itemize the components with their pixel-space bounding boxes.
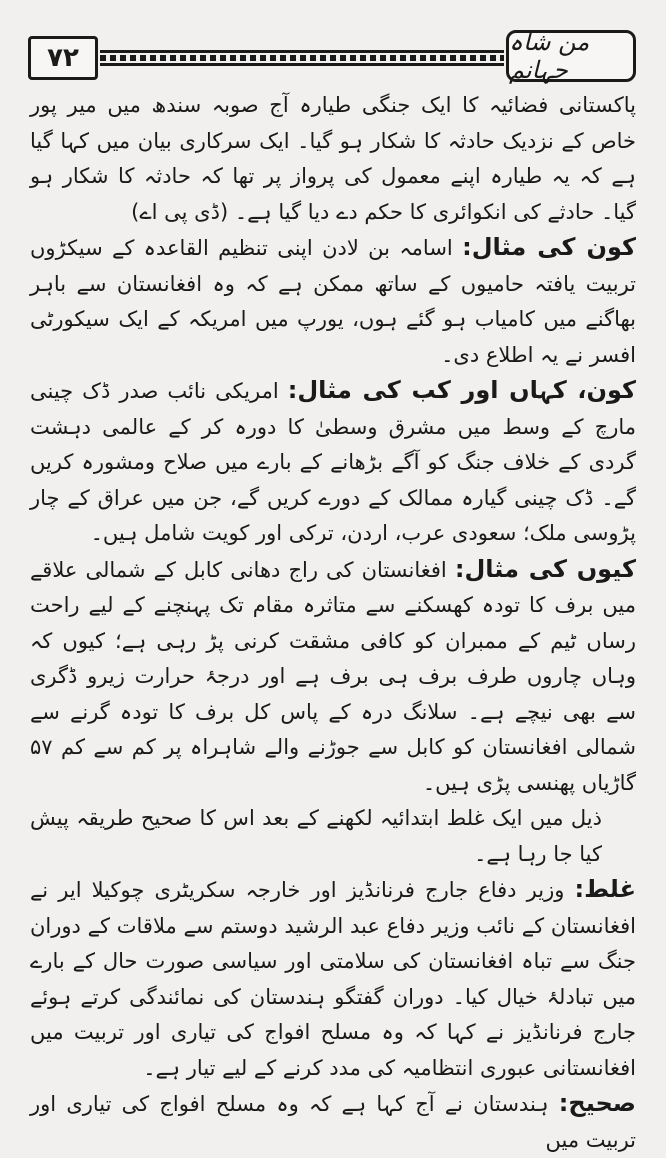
page-number: ۷۲ <box>28 36 98 80</box>
paragraph-why: کیوں کی مثال: افغانستان کی راج دھانی کابل کے شمالی علاقے میں برف کا تودہ کھسکنے سے متاثرہ مقام تک پہنچنے کے لیے راحت رساں ٹیم کے ممبران کو کافی مشقت کرنی پڑ رہی ہے؛ کیوں کہ وہاں چاروں طرف برف ہی برف ہے اور درجۂ حرارت زیرو ڈگری سے بھی نیچے ہے۔ سلانگ درہ کے پاس کل برف کا تودہ گرنے سے شمالی افغانستان کو کابل سے جوڑنے والے شاہراہ پر کم سے کم ۵۷ گاڑیاں پھنسی پڑی ہیں۔ <box>30 554 636 795</box>
example-label-who-where-when: کون، کہاں اور کب کی مثال: <box>287 376 636 404</box>
paragraph-who: کون کی مثال: اسامہ بن لادن اپنی تنظیم القاعدہ کے سیکڑوں تربیت یافتہ حامیوں کے ساتھ ممکن ہے کہ وہ افغانستان سے باہر بھاگنے میں کامیاب ہو گئے ہوں، یورپ میں امریکہ کے ایک سیکورٹی افسر نے یہ اطلاع دی۔ <box>30 233 636 367</box>
running-title: من شاہ جہانم <box>506 30 636 82</box>
paragraph-who-where-when: کون، کہاں اور کب کی مثال: امریکی نائب صدر ڈک چینی مارچ کے وسط میں مشرق وسطیٰ کا دورہ کر کے عالمی دہشت گردی کے خلاف جنگ کو آگے بڑھانے کے بارے میں صلاح ومشورہ کریں گے۔ ڈک چینی گیارہ ممالک کے دورے کریں گے، جن میں عراق کے چار پڑوسی ملک؛ سعودی عرب، اردن، ترکی اور کویت شامل ہیں۔ <box>30 376 636 545</box>
header-decorative-rule <box>100 50 504 66</box>
label-correct: صحیح: <box>558 1089 636 1117</box>
paragraph-wrong: غلط: وزیر دفاع جارج فرنانڈیز اور خارجہ سکریٹری چوکیلا ایر نے افغانستان کے نائب وزیر دفاع عبد الرشید دوستم سے ملاقات کے دوران جنگ سے تباہ افغانستان کی سلامتی اور سیاسی صورت حال کے بارے میں تبادلۂ خیال کیا۔ دوران گفتگو ہندستان کی نمائندگی کرتے ہوئے جارج فرنانڈیز نے کہا کہ وہ مسلح افواج کی تیاری اور تربیت میں افغانستانی عبوری انتظامیہ کی مدد کرنے کے لیے تیار ہے۔ <box>30 875 636 1080</box>
example-label-why: کیوں کی مثال: <box>454 554 636 583</box>
page-body <box>30 88 636 1152</box>
paragraph-transition: ذیل میں ایک غلط ابتدائیہ لکھنے کے بعد اس کا صحیح طریقہ پیش کیا جا رہا ہے۔ <box>30 806 602 866</box>
label-wrong: غلط: <box>574 875 636 903</box>
example-label-who: کون کی مثال: <box>462 233 636 261</box>
page-header <box>28 30 636 88</box>
paragraph-correct: صحیح: ہندستان نے آج کہا ہے کہ وہ مسلح افواج کی تیاری اور تربیت میں <box>30 1089 636 1152</box>
paragraph-intro: پاکستانی فضائیہ کا ایک جنگی طیارہ آج صوبہ سندھ میں میر پور خاص کے نزدیک حادثہ کا شکار ہو گیا۔ ایک سرکاری بیان میں کہا گیا ہے کہ یہ طیارہ اپنے معمول کی پرواز پر تھا کہ حادثہ کا شکار ہو گیا۔ حادثے کی انکوائری کا حکم دے دیا گیا ہے۔ (ڈی پی اے) <box>30 93 636 224</box>
